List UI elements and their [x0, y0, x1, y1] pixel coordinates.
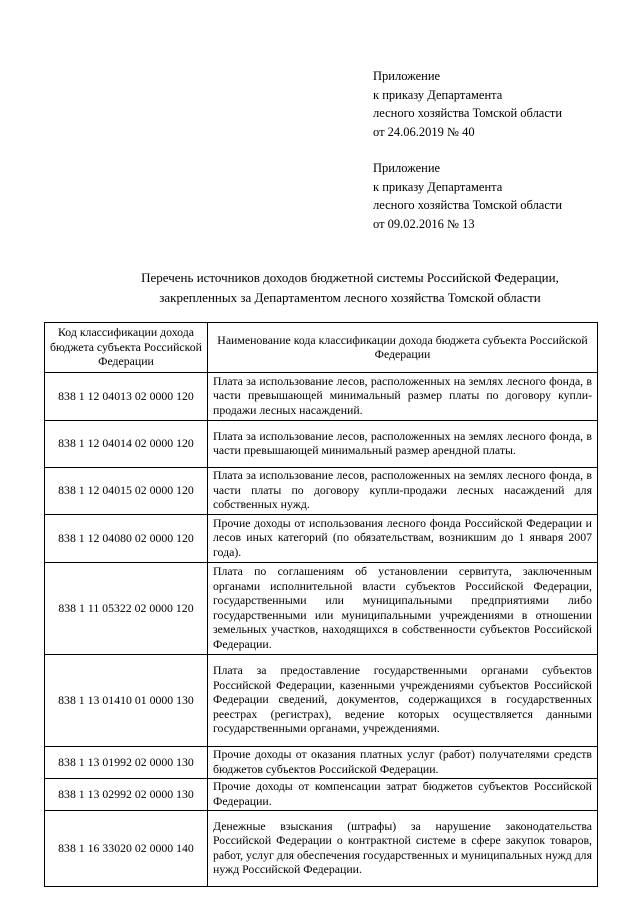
- appendix-line: к приказу Департамента: [373, 179, 503, 194]
- table-row: [45, 655, 598, 747]
- column-header-name: Наименование кода классификации дохода бюджета субъекта Российской Федерации: [208, 323, 598, 373]
- table-row: [45, 421, 598, 468]
- classification-code: 838 1 13 01410 01 0000 130: [45, 655, 208, 747]
- classification-name: Плата за использование лесов, расположенных на землях лесного фонда, в части платы по договору купли-продажи лесных насаждений для собственных нужд.: [208, 468, 598, 515]
- classification-name: Прочие доходы от оказания платных услуг (работ) получателями средств бюджетов субъектов Российской Федерации.: [208, 747, 598, 779]
- classification-code: 838 1 13 02992 02 0000 130: [45, 779, 208, 811]
- table-row: [45, 373, 598, 421]
- income-sources-table: [44, 322, 598, 887]
- column-header-code: Код классификации дохода бюджета субъекта Российской Федерации: [45, 323, 208, 373]
- table-row: [45, 747, 598, 779]
- classification-code: 838 1 12 04013 02 0000 120: [45, 373, 208, 421]
- classification-code: 838 1 16 33020 02 0000 140: [45, 811, 208, 887]
- classification-name: Плата за использование лесов, расположенных на землях лесного фонда, в части превышающей минимальный размер платы по договору купли-продажи лесных насаждений.: [208, 373, 598, 421]
- classification-name: Плата за предоставление государственными органами субъектов Российской Федерации, казенными учреждениями субъектов Российской Федерации сведений, документов, содержащихся в государственных реестрах (регистрах), ведение которых осуществляется данными государственными органами, учреждениями.: [208, 655, 598, 747]
- appendix-order-date: от 09.02.2016 № 13: [373, 216, 475, 231]
- appendix-block-2016: [373, 159, 633, 233]
- document-title: [60, 268, 640, 308]
- appendix-order-date: от 24.06.2019 № 40: [373, 124, 475, 139]
- classification-name: Прочие доходы от компенсации затрат бюджетов субъектов Российской Федерации.: [208, 779, 598, 811]
- classification-name: Плата за использование лесов, расположенных на землях лесного фонда, в части превышающей минимальный размер арендной платы.: [208, 421, 598, 468]
- classification-name: Прочие доходы от использования лесного фонда Российской Федерации и лесов иных категорий (по обязательствам, возникшим до 1 января 2007 года).: [208, 515, 598, 563]
- appendix-line: к приказу Департамента: [373, 87, 503, 102]
- classification-code: 838 1 12 04015 02 0000 120: [45, 468, 208, 515]
- table-row: [45, 468, 598, 515]
- table-row: [45, 779, 598, 811]
- classification-code: 838 1 13 01992 02 0000 130: [45, 747, 208, 779]
- table-header-row: [45, 323, 598, 373]
- classification-code: 838 1 11 05322 02 0000 120: [45, 563, 208, 655]
- appendix-line: лесного хозяйства Томской области: [373, 106, 563, 121]
- appendix-line: лесного хозяйства Томской области: [373, 198, 563, 213]
- appendix-line: Приложение: [373, 69, 441, 83]
- table-row: [45, 563, 598, 655]
- classification-code: 838 1 12 04080 02 0000 120: [45, 515, 208, 563]
- table-row: [45, 811, 598, 887]
- document-title-line-1: Перечень источников доходов бюджетной системы Российской Федерации,: [141, 270, 559, 285]
- appendix-block-2019: [373, 67, 633, 141]
- classification-code: 838 1 12 04014 02 0000 120: [45, 421, 208, 468]
- document-title-line-2: закрепленных за Департаментом лесного хозяйства Томской области: [159, 290, 541, 305]
- table-row: [45, 515, 598, 563]
- classification-name: Денежные взыскания (штрафы) за нарушение законодательства Российской Федерации о контрактной системе в сфере закупок товаров, работ, услуг для обеспечения государственных и муниципальных нужд для нужд Российской Федерации.: [208, 811, 598, 887]
- classification-name: Плата по соглашениям об установлении сервитута, заключенным органами исполнительной власти субъектов Российской Федерации, государственными или муниципальными предприятиями либо государственными или муниципальными учреждениями в отношении земельных участков, находящихся в собственности субъектов Российской Федерации.: [208, 563, 598, 655]
- appendix-line: Приложение: [373, 161, 441, 175]
